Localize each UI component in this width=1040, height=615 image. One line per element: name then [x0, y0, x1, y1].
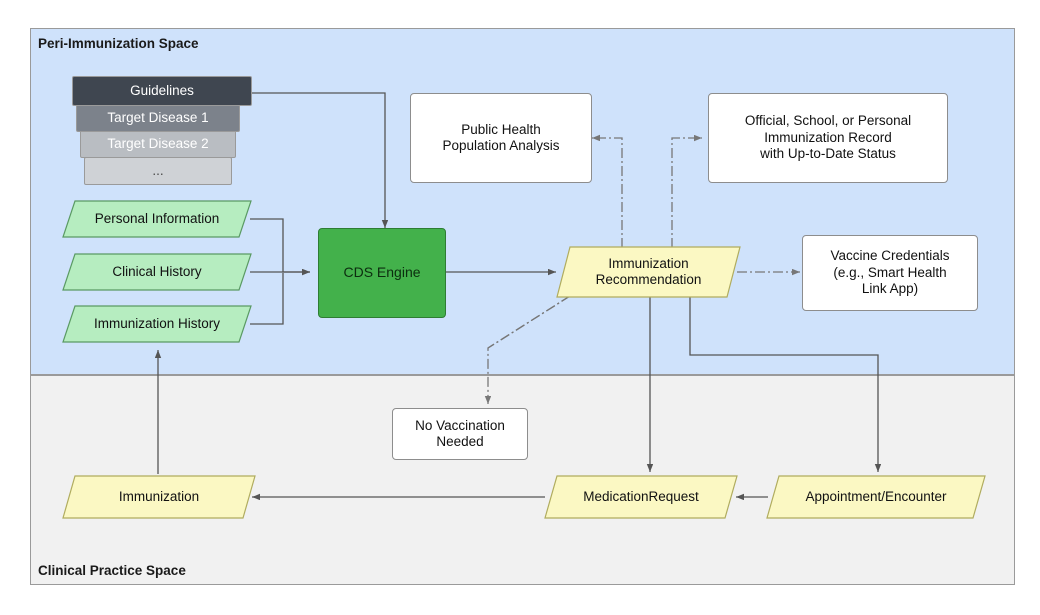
public-health-line2: Population Analysis [442, 138, 560, 153]
card-guidelines [72, 76, 252, 106]
zone-peri-label: Peri-Immunization Space [38, 36, 199, 51]
node-no-vaccination-needed [392, 408, 528, 460]
immunization-recommendation-line2: Recommendation [595, 272, 702, 287]
node-immunization [62, 475, 256, 519]
immunization-record-line2: Immunization Record [764, 129, 892, 145]
card-target-disease-2-label: Target Disease 2 [107, 135, 209, 151]
no-vaccination-needed-line1: No Vaccination [415, 417, 505, 433]
node-personal-information [62, 200, 252, 238]
card-target-disease-2 [80, 130, 236, 158]
node-cds-engine-label: CDS Engine [343, 264, 421, 281]
node-appointment-encounter-label: Appointment/Encounter [805, 488, 947, 504]
card-guidelines-label: Guidelines [130, 82, 194, 98]
node-immunization-history-label: Immunization History [93, 315, 221, 331]
node-public-health-population-analysis [410, 93, 592, 183]
node-vaccine-credentials [802, 235, 978, 311]
node-cds-engine [318, 228, 446, 318]
public-health-line1: Public Health [461, 121, 541, 137]
immunization-recommendation-line1: Immunization [608, 255, 689, 271]
node-medication-request-label: MedicationRequest [583, 488, 699, 504]
immunization-record-line3: with Up-to-Date Status [760, 146, 896, 162]
card-more-label: ... [152, 162, 164, 178]
card-more [84, 157, 232, 185]
node-medication-request [544, 475, 738, 519]
zone-clinical-label: Clinical Practice Space [38, 563, 186, 578]
vaccine-credentials-line2: (e.g., Smart Health [833, 264, 947, 280]
node-immunization-recommendation [556, 246, 741, 298]
node-immunization-record [708, 93, 948, 183]
no-vaccination-needed-line2: Needed [436, 434, 484, 449]
vaccine-credentials-line3: Link App) [861, 281, 919, 297]
node-appointment-encounter [766, 475, 986, 519]
node-immunization-history [62, 305, 252, 343]
node-personal-information-label: Personal Information [94, 210, 220, 226]
node-clinical-history-label: Clinical History [112, 263, 202, 279]
card-target-disease-1 [76, 104, 240, 132]
vaccine-credentials-line1: Vaccine Credentials [830, 248, 950, 264]
card-target-disease-1-label: Target Disease 1 [107, 109, 209, 125]
node-clinical-history [62, 253, 252, 291]
immunization-record-line1: Official, School, or Personal [744, 113, 912, 129]
node-immunization-label: Immunization [118, 488, 200, 504]
